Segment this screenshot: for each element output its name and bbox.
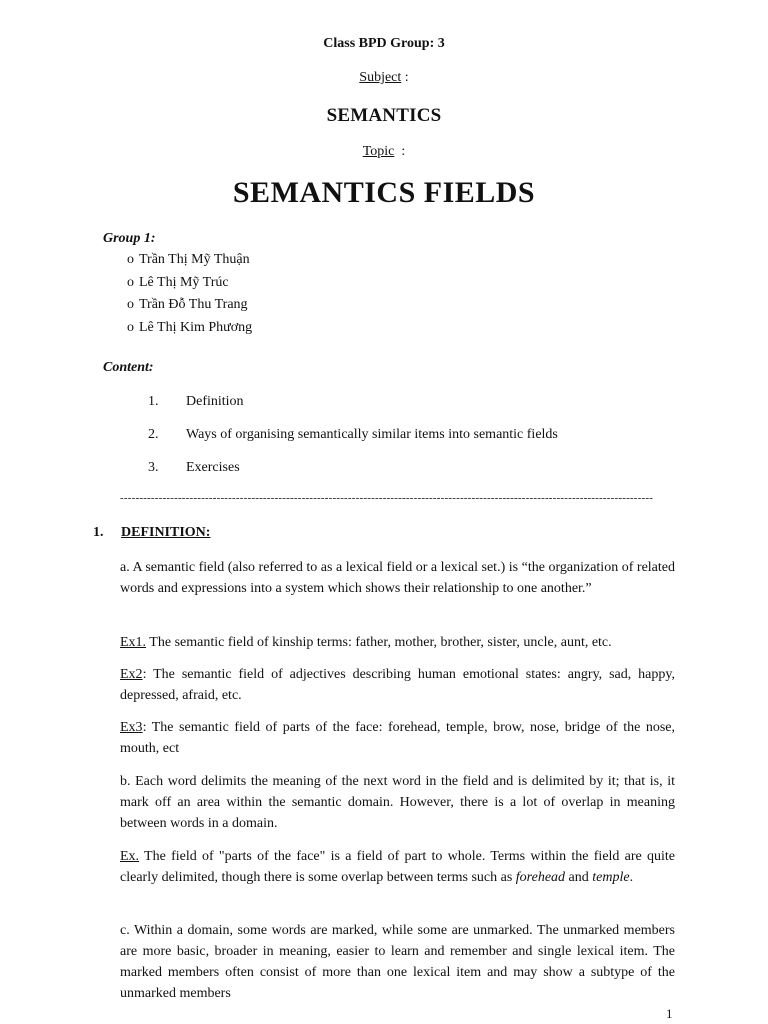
- example-text: The field of "parts of the face" is a field of part to whole. Terms within the field are quite clearly delimited, though there is some overlap between terms such as: [120, 849, 675, 885]
- bullet-icon: o: [127, 274, 134, 290]
- member-name: Lê Thị Mỹ Trúc: [139, 274, 229, 290]
- dashed-divider: ------------------------------------------------------------------------------------------------------------------------------------------: [120, 492, 654, 504]
- section-heading: [93, 525, 210, 541]
- content-list: [148, 393, 558, 492]
- bullet-icon: o: [127, 319, 134, 335]
- paragraph-c: c. Within a domain, some words are marked, while some are unmarked. The unmarked members are more basic, broader in meaning, easier to learn and remember and single lexical item. The marked members often consist of more than one lexical item and may show a subtype of the unmarked members: [120, 923, 675, 1001]
- example-label: Ex2: [120, 667, 143, 682]
- list-item: [148, 459, 558, 492]
- group-member-list: [127, 251, 252, 341]
- topic-label: Topic: [362, 144, 395, 159]
- subject-label: Subject: [359, 70, 402, 85]
- subject-colon: :: [401, 70, 409, 85]
- item-text: Ways of organising semantically similar items into semantic fields: [186, 427, 558, 442]
- example-label: Ex1.: [120, 635, 147, 650]
- bullet-icon: o: [127, 297, 134, 312]
- paragraph-b: b. Each word delimits the meaning of the next word in the field and is delimited by it; that is, it mark off an area within the semantic domain. However, there is a lot of overlap in meaning between words in a domain.: [120, 774, 675, 831]
- example-3: [120, 717, 675, 759]
- example-text: and: [565, 870, 593, 885]
- item-number: 3.: [148, 460, 159, 475]
- example-1: [120, 632, 675, 653]
- paragraph-a: a. A semantic field (also referred to as a lexical field or a lexical set.) is “the organization of related words and expressions into a system which shows their relationship to one another.”: [120, 560, 675, 596]
- list-item: [127, 251, 252, 274]
- member-name: Lê Thị Kim Phương: [139, 319, 253, 335]
- section-title: DEFINITION:: [121, 525, 211, 540]
- topic-label-line: [0, 144, 768, 160]
- section-number: 1.: [93, 525, 104, 540]
- item-number: 1.: [148, 394, 159, 409]
- italic-term: forehead: [515, 870, 566, 885]
- member-name: Trần Thị Mỹ Thuận: [139, 252, 250, 267]
- item-text: Definition: [186, 394, 244, 409]
- document-title: SEMANTICS FIELDS: [232, 176, 536, 209]
- topic-colon: :: [394, 144, 406, 159]
- italic-term: temple: [592, 870, 630, 885]
- member-name: Trần Đỗ Thu Trang: [139, 297, 248, 312]
- list-item: [127, 296, 252, 319]
- bullet-icon: o: [127, 252, 134, 267]
- item-text: Exercises: [186, 460, 240, 475]
- example-text: : The semantic field of parts of the face: forehead, temple, brow, nose, bridge of the nose, mouth, ect: [120, 720, 675, 756]
- example-label: Ex3: [120, 720, 143, 735]
- content-label: Content:: [103, 360, 154, 375]
- group-label: Group 1:: [103, 231, 156, 246]
- example-label: Ex.: [120, 849, 140, 864]
- page-number: 1: [666, 1006, 673, 1021]
- list-item: [148, 393, 558, 426]
- list-item: [148, 426, 558, 459]
- example-text: The semantic field of kinship terms: father, mother, brother, sister, uncle, aunt, etc.: [146, 635, 612, 650]
- list-item: [127, 274, 252, 297]
- subject-label-line: [0, 70, 768, 86]
- example-text: .: [629, 870, 634, 885]
- subject-heading: SEMANTICS: [326, 105, 442, 126]
- example-2: [120, 664, 675, 706]
- list-item: [127, 319, 252, 342]
- item-number: 2.: [148, 427, 159, 442]
- example-text: : The semantic field of adjectives describing human emotional states: angry, sad, happy, depressed, afraid, etc.: [120, 667, 675, 703]
- class-group-line: Class BPD Group: 3: [323, 36, 445, 51]
- example-face: [120, 846, 675, 888]
